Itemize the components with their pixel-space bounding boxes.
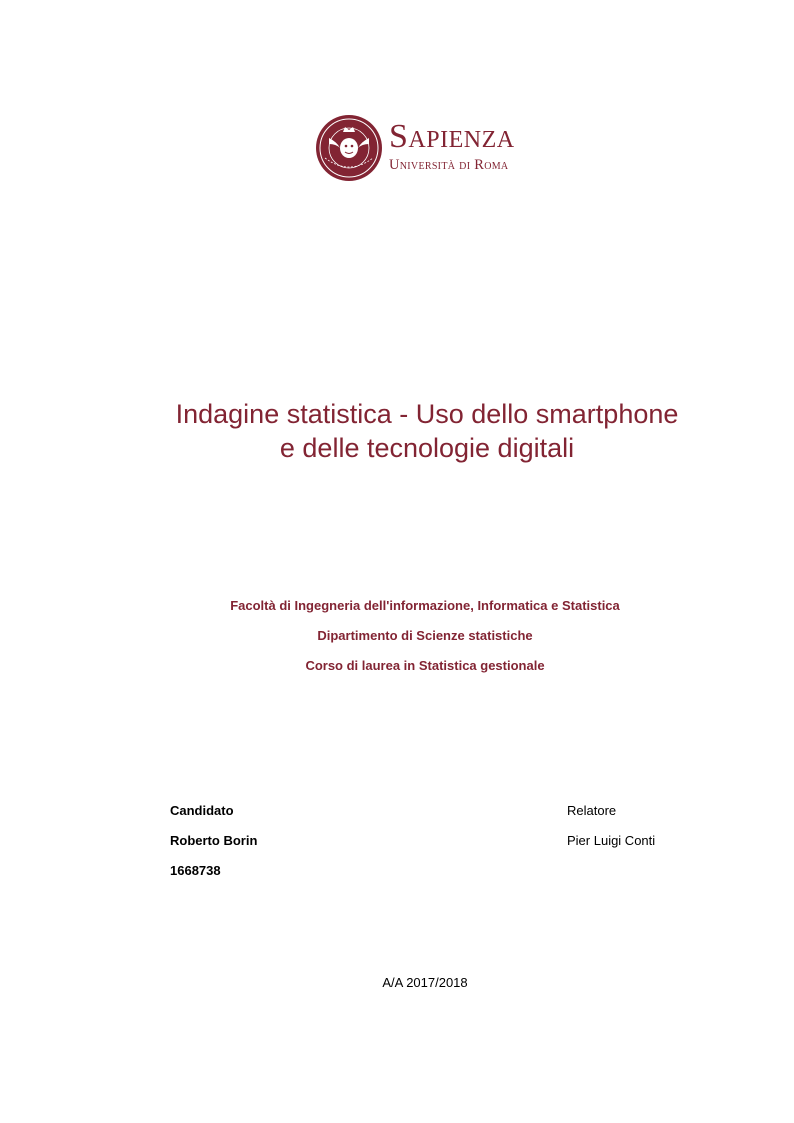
academic-year: A/A 2017/2018 xyxy=(382,975,468,990)
thesis-title-line-1: Indagine statistica - Uso dello smartphone xyxy=(175,399,679,429)
sapienza-seal-icon xyxy=(315,114,383,182)
advisor-name: Pier Luigi Conti xyxy=(567,833,656,848)
faculty-name: Facoltà di Ingegneria dell'informazione, Informatica e Statistica xyxy=(230,598,620,613)
faculty-block xyxy=(0,597,794,687)
candidate-block xyxy=(170,802,257,892)
university-logo xyxy=(315,114,540,184)
thesis-title xyxy=(60,397,794,465)
university-wordmark xyxy=(389,120,515,173)
candidate-name: Roberto Borin xyxy=(170,833,258,848)
department-name: Dipartimento di Scienze statistiche xyxy=(317,628,533,643)
university-name: Sapienza xyxy=(389,118,515,155)
university-subtitle: Università di Roma xyxy=(389,157,509,173)
course-name: Corso di laurea in Statistica gestionale xyxy=(305,658,545,673)
thesis-title-line-2: e delle tecnologie digitali xyxy=(279,433,575,463)
advisor-block xyxy=(567,802,655,862)
candidate-label: Candidato xyxy=(170,803,234,818)
advisor-label: Relatore xyxy=(567,803,617,818)
candidate-id: 1668738 xyxy=(170,863,221,878)
